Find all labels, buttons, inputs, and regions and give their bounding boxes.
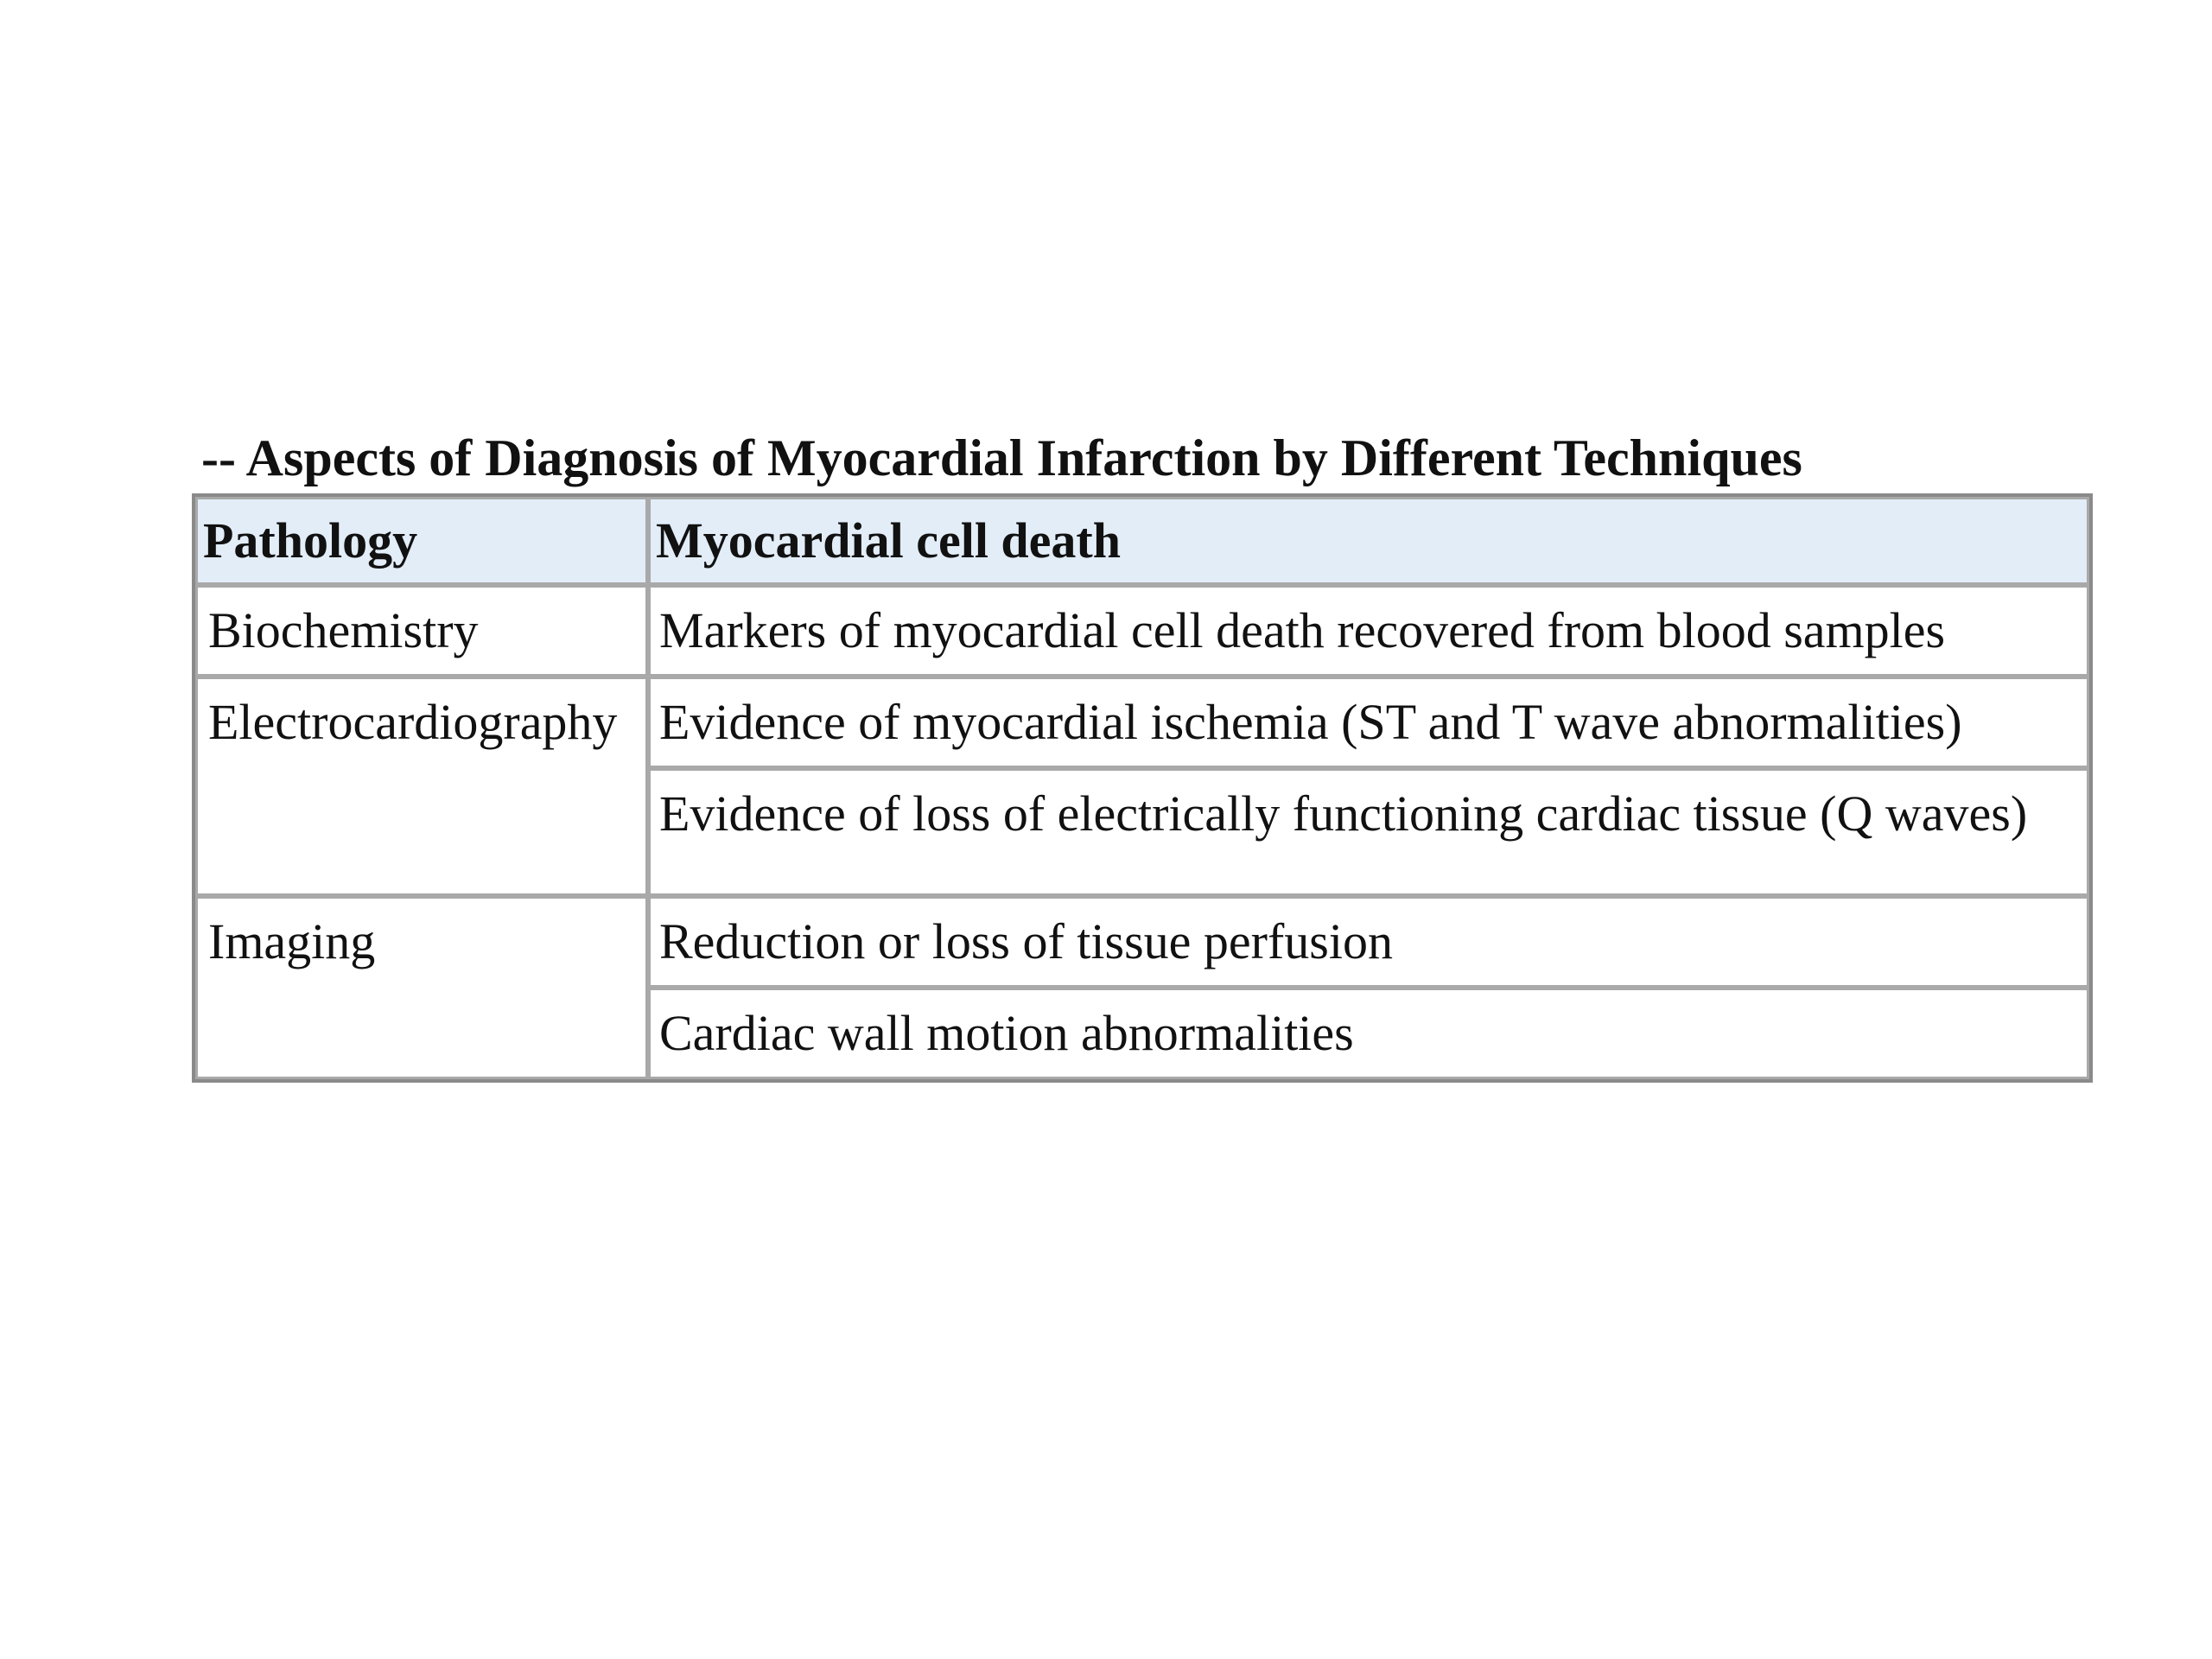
technique-electrocardiography: Electrocardiography <box>195 677 648 896</box>
diagnosis-table <box>192 493 2093 1083</box>
finding-cell: Reduction or loss of tissue perfusion <box>648 896 2089 988</box>
finding-cell: Evidence of myocardial ischemia (ST and T wave abnormalities) <box>648 677 2089 768</box>
header-myocardial-cell-death: Myocardial cell death <box>648 497 2089 585</box>
technique-imaging: Imaging <box>195 896 648 1079</box>
table-header-row <box>195 497 2089 585</box>
technique-biochemistry: Biochemistry <box>195 585 648 677</box>
table-title: -- Aspects of Diagnosis of Myocardial Infarction by Different Techniques <box>201 429 1802 486</box>
finding-cell: Markers of myocardial cell death recovered from blood samples <box>648 585 2089 677</box>
table-row <box>195 677 2089 768</box>
table-row <box>195 585 2089 677</box>
table-row <box>195 896 2089 988</box>
finding-cell: Cardiac wall motion abnormalities <box>648 988 2089 1079</box>
finding-cell: Evidence of loss of electrically functioning cardiac tissue (Q waves) <box>648 768 2089 896</box>
header-pathology: Pathology <box>195 497 648 585</box>
